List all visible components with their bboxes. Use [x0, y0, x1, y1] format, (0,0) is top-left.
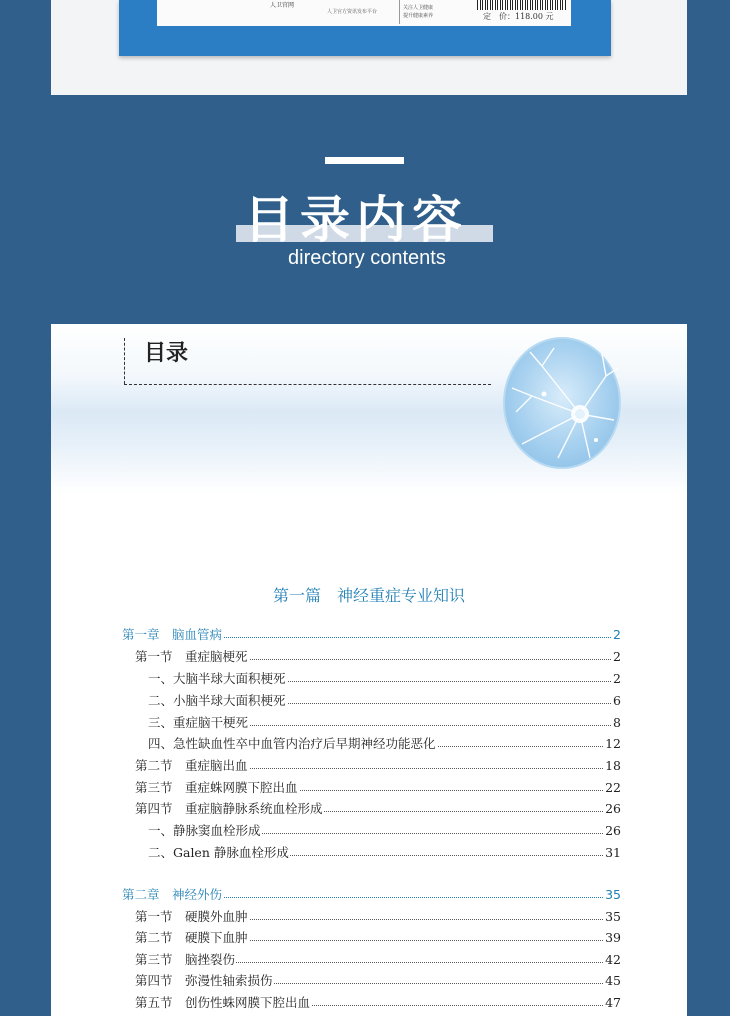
toc-entry-label: 二、小脑半球大面积梗死	[148, 693, 286, 708]
toc-section-row	[51, 929, 687, 949]
toc-entry-page: 6	[613, 693, 621, 708]
publisher-note: 人卫官方资讯发布平台	[327, 9, 378, 15]
section-subtitle: directory contents	[288, 247, 446, 269]
barcode-icon	[477, 0, 567, 10]
header-accent-bar	[325, 157, 404, 164]
toc-entry-page: 26	[605, 823, 621, 838]
toc-entry-label: 第三节 重症蛛网膜下腔出血	[135, 780, 298, 795]
toc-entry-page: 8	[613, 715, 621, 730]
toc-heading-frame-left	[124, 338, 125, 384]
part-title: 第一篇 神经重症专业知识	[272, 586, 465, 605]
toc-entry-label: 第一章 脑血管病	[122, 627, 223, 642]
toc-section-row	[51, 757, 687, 777]
toc-section-row	[51, 648, 687, 668]
toc-entry-page: 18	[605, 758, 621, 773]
toc-section-row	[51, 994, 687, 1014]
follow-line-2: 提升健康素养	[403, 13, 434, 19]
toc-section-row	[51, 800, 687, 820]
toc-entry-page: 12	[605, 736, 621, 751]
toc-section-row	[51, 951, 687, 971]
toc-item-row	[51, 714, 687, 734]
toc-heading-frame-bottom	[124, 384, 491, 385]
toc-entry-page: 35	[605, 909, 621, 924]
toc-entry-page: 2	[613, 671, 621, 686]
book-cover-info-panel	[157, 0, 571, 26]
toc-heading: 目录	[144, 341, 189, 366]
toc-entry-page: 2	[613, 627, 621, 642]
toc-item-row	[51, 692, 687, 712]
book-price: 定 价：118.00 元	[483, 12, 554, 21]
section-title: 目录内容	[244, 191, 468, 249]
toc-entry-label: 一、大脑半球大面积梗死	[148, 671, 286, 686]
toc-entry-label: 第三节 脑挫裂伤	[135, 952, 236, 967]
toc-item-row	[51, 735, 687, 755]
toc-entry-page: 31	[605, 845, 621, 860]
toc-entry-label: 第一节 硬膜外血肿	[135, 909, 248, 924]
cover-divider	[399, 0, 400, 24]
publisher-site: 人卫官网	[270, 2, 295, 9]
follow-line-1: 关注人卫健康	[403, 5, 434, 11]
toc-entry-label: 一、静脉窦血栓形成	[148, 823, 261, 838]
toc-entry-page: 35	[605, 887, 621, 902]
toc-entry-page: 2	[613, 649, 621, 664]
toc-chapter-row	[51, 886, 687, 906]
book-cover-back	[119, 0, 611, 56]
toc-entry-label: 第四节 重症脑静脉系统血栓形成	[135, 801, 323, 816]
toc-entry-page: 22	[605, 780, 621, 795]
toc-entry-label: 三、重症脑干梗死	[148, 715, 249, 730]
toc-entry-label: 第五节 创伤性蛛网膜下腔出血	[135, 995, 311, 1010]
toc-entry-label: 第二节 硬膜下血肿	[135, 930, 248, 945]
toc-entry-page: 45	[605, 973, 621, 988]
toc-entry-page: 26	[605, 801, 621, 816]
toc-entry-label: 第四节 弥漫性轴索损伤	[135, 973, 273, 988]
toc-entry-label: 第一节 重症脑梗死	[135, 649, 248, 664]
toc-item-row	[51, 844, 687, 864]
toc-chapter-row	[51, 626, 687, 646]
toc-entry-page: 47	[605, 995, 621, 1010]
toc-entry-label: 四、急性缺血性卒中血管内治疗后早期神经功能恶化	[148, 736, 436, 751]
toc-entry-label: 第二节 重症脑出血	[135, 758, 248, 773]
toc-entry-label: 第二章 神经外伤	[122, 887, 223, 902]
toc-page	[51, 324, 687, 1016]
neuron-cell-icon	[502, 336, 622, 470]
toc-item-row	[51, 822, 687, 842]
toc-entry-page: 42	[605, 952, 621, 967]
toc-section-row	[51, 908, 687, 928]
toc-entry-label: 二、Galen 静脉血栓形成	[148, 845, 289, 860]
toc-entry-page: 39	[605, 930, 621, 945]
toc-section-row	[51, 972, 687, 992]
toc-item-row	[51, 670, 687, 690]
toc-section-row	[51, 779, 687, 799]
book-cover-card	[51, 0, 687, 95]
